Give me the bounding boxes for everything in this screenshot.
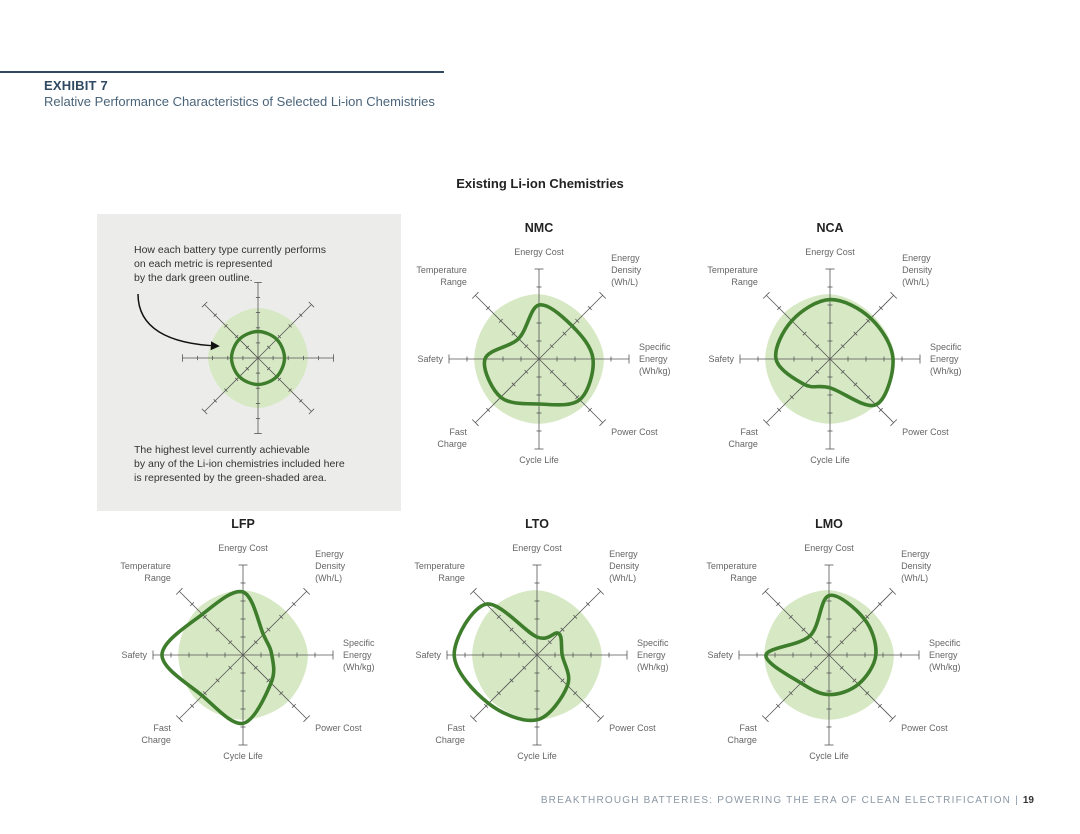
axis-label-energy-density: Energy Density (Wh/L) — [609, 548, 640, 583]
section-title: Existing Li-ion Chemistries — [456, 176, 624, 191]
axis-label-power-cost: Power Cost — [315, 723, 362, 734]
axis-label-power-cost: Power Cost — [609, 723, 656, 734]
legend-line: on each metric is represented — [134, 258, 273, 270]
legend-example-radar — [108, 208, 408, 508]
axis-label-energy-cost: Energy Cost — [805, 247, 855, 257]
axis-label-fast-charge: Fast Charge — [141, 723, 171, 746]
radar-chart-lfp — [93, 505, 393, 805]
axis-label-energy-density: Energy Density (Wh/L) — [611, 252, 642, 287]
exhibit-label: EXHIBIT 7 — [44, 78, 108, 93]
radar-svg — [679, 505, 979, 805]
header-rule — [0, 71, 444, 73]
axis-label-fast-charge: Fast Charge — [437, 427, 467, 450]
legend-arrow — [108, 208, 408, 508]
axis-label-power-cost: Power Cost — [611, 427, 658, 438]
axis-label-cycle-life: Cycle Life — [223, 751, 263, 761]
axis-label-power-cost: Power Cost — [902, 427, 949, 438]
axis-label-energy-cost: Energy Cost — [514, 247, 564, 257]
axis-label-energy-cost: Energy Cost — [804, 543, 854, 553]
radar-svg — [389, 209, 689, 509]
legend-line: by any of the Li-ion chemistries included here — [134, 458, 345, 470]
axis-label-energy-cost: Energy Cost — [218, 543, 268, 553]
axis-label-energy-density: Energy Density (Wh/L) — [901, 548, 932, 583]
legend-line: How each battery type currently performs — [134, 244, 326, 256]
page-number: 19 — [1022, 795, 1034, 806]
axis-label-cycle-life: Cycle Life — [519, 455, 559, 465]
footer-text: BREAKTHROUGH BATTERIES: POWERING THE ERA OF CLEAN ELECTRIFICATION — [540, 795, 1012, 806]
axis-label-power-cost: Power Cost — [901, 723, 948, 734]
axis-label-energy-density: Energy Density (Wh/L) — [902, 252, 933, 287]
axis-label-specific-energy: Specific Energy (Wh/kg) — [639, 342, 671, 376]
chart-title: LTO — [525, 517, 549, 531]
axis-label-cycle-life: Cycle Life — [517, 751, 557, 761]
axis-label-temperature-range: Temperature Range — [706, 560, 757, 583]
radar-chart-nmc — [389, 209, 689, 509]
axis-label-cycle-life: Cycle Life — [810, 455, 850, 465]
axis-label-safety: Safety — [708, 354, 734, 364]
axis-label-temperature-range: Temperature Range — [414, 560, 465, 583]
axis-label-specific-energy: Specific Energy (Wh/kg) — [637, 638, 669, 672]
legend-arrow-path — [138, 294, 218, 346]
axis-label-safety: Safety — [415, 650, 441, 660]
axis-label-safety: Safety — [121, 650, 147, 660]
axis-label-energy-density: Energy Density (Wh/L) — [315, 548, 346, 583]
chart-title: NMC — [524, 221, 554, 235]
chart-title: NCA — [816, 221, 844, 235]
axis-label-safety: Safety — [417, 354, 443, 364]
axis-label-fast-charge: Fast Charge — [727, 723, 757, 746]
axis-label-specific-energy: Specific Energy (Wh/kg) — [343, 638, 375, 672]
axis-label-specific-energy: Specific Energy (Wh/kg) — [929, 638, 961, 672]
axis-label-cycle-life: Cycle Life — [809, 751, 849, 761]
legend-line: The highest level currently achievable — [134, 444, 310, 456]
chart-title: LMO — [815, 517, 843, 531]
axis-label-temperature-range: Temperature Range — [707, 264, 758, 287]
axis-label-safety: Safety — [707, 650, 733, 660]
axis-label-temperature-range: Temperature Range — [120, 560, 171, 583]
legend-line: is represented by the green-shaded area. — [134, 472, 327, 484]
axis-label-fast-charge: Fast Charge — [435, 723, 465, 746]
axis-label-fast-charge: Fast Charge — [728, 427, 758, 450]
radar-chart-lmo — [679, 505, 979, 805]
radar-svg — [680, 209, 980, 509]
chart-title: LFP — [231, 517, 255, 531]
radar-chart-lto — [387, 505, 687, 805]
footer: BREAKTHROUGH BATTERIES: POWERING THE ERA OF CLEAN ELECTRIFICATION | 19 — [540, 795, 1034, 806]
axis-label-energy-cost: Energy Cost — [512, 543, 562, 553]
legend-line: by the dark green outline. — [134, 272, 253, 284]
radar-chart-nca — [680, 209, 980, 509]
axis-label-specific-energy: Specific Energy (Wh/kg) — [930, 342, 962, 376]
axis-label-temperature-range: Temperature Range — [416, 264, 467, 287]
exhibit-subtitle: Relative Performance Characteristics of Selected Li-ion Chemistries — [44, 94, 435, 109]
radar-svg — [387, 505, 687, 805]
radar-svg — [93, 505, 393, 805]
